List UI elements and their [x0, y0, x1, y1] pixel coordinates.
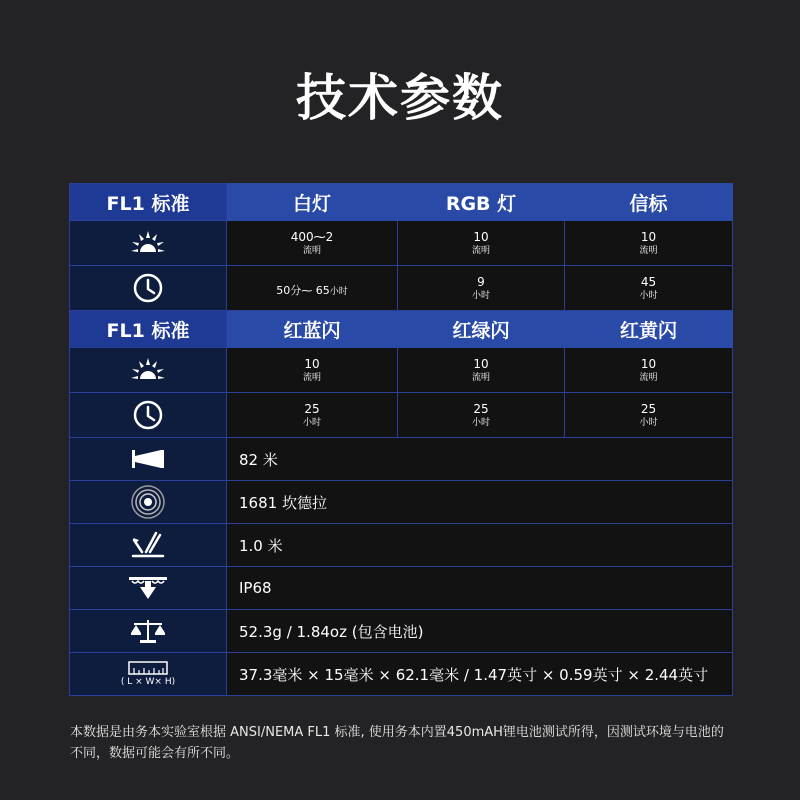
- output-red-yellow: 10 流明: [565, 348, 733, 393]
- header-red-yellow-flash: 红黄闪: [565, 311, 733, 348]
- runtime-red-yellow: 25 小时: [565, 393, 733, 438]
- water-drop-icon: [70, 567, 227, 610]
- output-red-green: 10 流明: [398, 348, 565, 393]
- footnote: 本数据是由务本实验室根据 ANSI/NEMA FL1 标准, 使用务本内置450mAH锂电池测试所得，因测试环境与电池的不同，数据可能会有所不同。: [70, 725, 724, 761]
- beam-distance-value: 82 米: [227, 438, 733, 481]
- header-row-1: [70, 184, 733, 221]
- output-rgb: 10 流明: [398, 221, 565, 266]
- peak-intensity-row: [70, 481, 733, 524]
- runtime-row-2: [70, 393, 733, 438]
- runtime-red-green: 25 小时: [398, 393, 565, 438]
- waterproof-value: IP68: [227, 567, 733, 610]
- dimensions-icon-label: ( L × W× H): [120, 677, 176, 687]
- runtime-beacon: 45 小时: [565, 266, 733, 311]
- clock-icon: [70, 266, 227, 311]
- waterproof-row: [70, 567, 733, 610]
- page-title: 技术参数: [296, 69, 504, 127]
- beam-distance-icon: [70, 438, 227, 481]
- output-red-blue: 10 流明: [227, 348, 398, 393]
- target-rings-icon: [70, 481, 227, 524]
- output-beacon: 10 流明: [565, 221, 733, 266]
- runtime-rgb: 9 小时: [398, 266, 565, 311]
- output-white: 400⁓2 流明: [227, 221, 398, 266]
- light-burst-icon: [70, 348, 227, 393]
- header-white-light: 白灯: [227, 184, 398, 221]
- impact-drop-icon: [70, 524, 227, 567]
- weight-value: 52.3g / 1.84oz (包含电池): [227, 610, 733, 653]
- header-standard-label-2: FL1 标准: [70, 311, 227, 348]
- impact-resistance-value: 1.0 米: [227, 524, 733, 567]
- runtime-row-1: [70, 266, 733, 311]
- ruler-icon: [70, 653, 227, 696]
- header-standard-label: FL1 标准: [70, 184, 227, 221]
- header-rgb-light: RGB 灯: [398, 184, 565, 221]
- clock-icon: [70, 393, 227, 438]
- peak-intensity-value: 1681 坎德拉: [227, 481, 733, 524]
- header-row-2: [70, 311, 733, 348]
- header-red-blue-flash: 红蓝闪: [227, 311, 398, 348]
- dimensions-row: [70, 653, 733, 696]
- impact-resistance-row: [70, 524, 733, 567]
- runtime-white: 50分⁓ 65小时: [227, 266, 398, 311]
- spec-table: [69, 183, 733, 696]
- header-beacon: 信标: [565, 184, 733, 221]
- output-row-2: [70, 348, 733, 393]
- header-red-green-flash: 红绿闪: [398, 311, 565, 348]
- balance-scale-icon: [70, 610, 227, 653]
- light-burst-icon: [70, 221, 227, 266]
- runtime-red-blue: 25 小时: [227, 393, 398, 438]
- dimensions-value: 37.3毫米 × 15毫米 × 62.1毫米 / 1.47英寸 × 0.59英寸 × 2.44英寸: [227, 653, 733, 696]
- beam-distance-row: [70, 438, 733, 481]
- weight-row: [70, 610, 733, 653]
- output-row-1: [70, 221, 733, 266]
